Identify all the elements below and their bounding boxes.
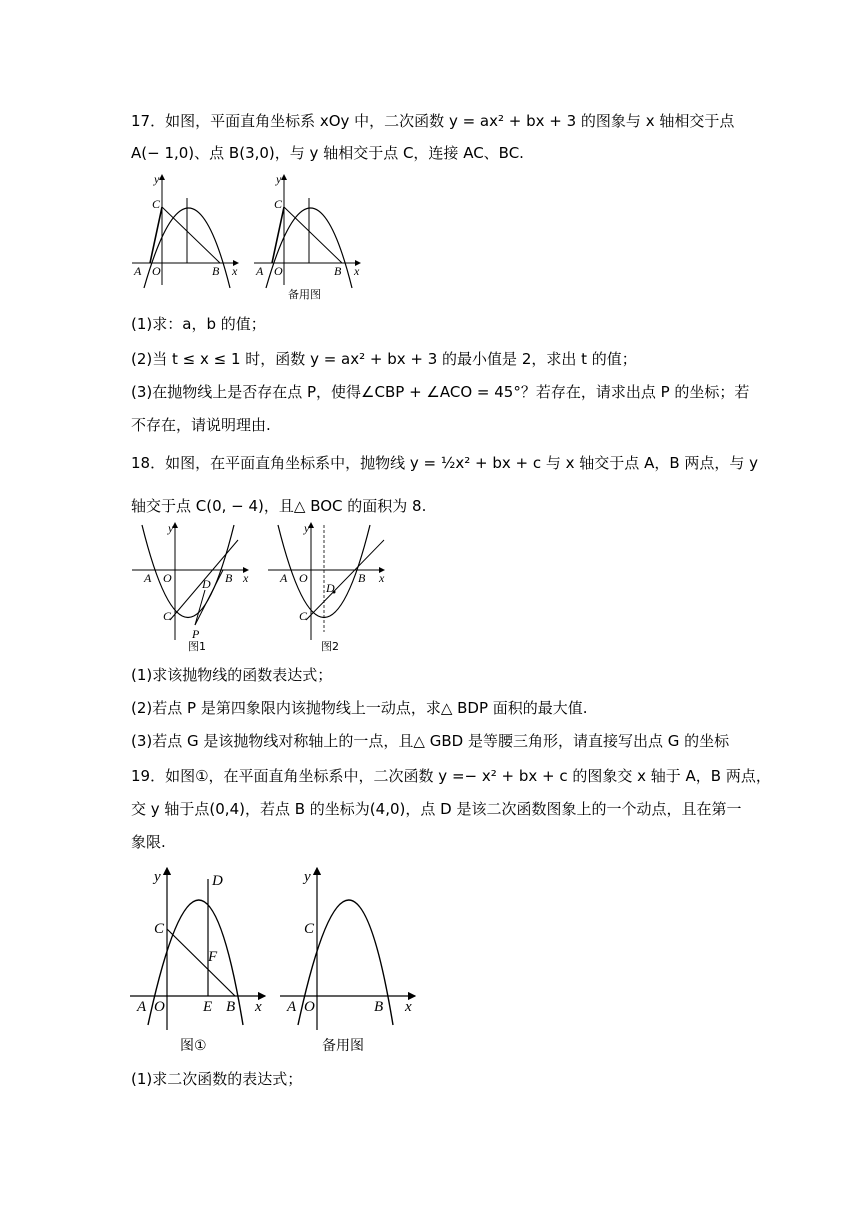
label-o: O — [152, 264, 161, 278]
svg-text:C: C — [299, 609, 308, 623]
q17-figure-1 — [130, 170, 250, 290]
q18-figure-1 — [130, 520, 255, 655]
svg-text:A: A — [280, 571, 288, 585]
caption-fig2: 图2 — [321, 640, 339, 653]
q18-stem-line2: 轴交于点 C(0, − 4)，且△ BOC 的面积为 8. — [131, 497, 427, 515]
label-x: x — [232, 264, 238, 278]
q17-part3-line2: 不存在，请说明理由. — [131, 416, 271, 434]
svg-text:y: y — [304, 521, 310, 535]
parabola — [142, 525, 234, 618]
svg-text:x: x — [354, 264, 360, 278]
svg-text:C: C — [304, 921, 315, 937]
svg-text:B: B — [334, 264, 342, 278]
svg-text:F: F — [208, 949, 218, 965]
q18-stem-line1: 18．如图，在平面直角坐标系中，抛物线 y = ½x² + bx + c 与 x 轴交于点 A，B 两点，与 y — [131, 454, 759, 472]
svg-text:x: x — [255, 999, 262, 1015]
svg-text:C: C — [154, 921, 165, 937]
q17-stem-line1: 17．如图，平面直角坐标系 xOy 中，二次函数 y = ax² + bx + 3 的图象与 x 轴相交于点 — [131, 112, 735, 130]
q17-figure-2 — [252, 170, 372, 305]
svg-text:y: y — [304, 869, 311, 885]
caption-spare-figure: 备用图 — [322, 1038, 364, 1054]
q17-stem-line2: A(− 1,0)、点 B(3,0)，与 y 轴相交于点 C，连接 AC、BC. — [131, 144, 524, 162]
svg-text:y: y — [154, 869, 161, 885]
svg-text:A: A — [287, 999, 297, 1015]
svg-text:D: D — [202, 577, 211, 591]
q17-part1: (1)求：a，b 的值； — [131, 315, 266, 333]
q17-part2: (2)当 t ≤ x ≤ 1 时，函数 y = ax² + bx + 3 的最小值是 2，求出 t 的值； — [131, 350, 637, 368]
svg-text:x: x — [379, 571, 385, 585]
svg-text:C: C — [274, 197, 283, 211]
svg-text:P: P — [192, 627, 200, 641]
label-b: B — [212, 264, 220, 278]
svg-text:y: y — [276, 172, 282, 186]
svg-text:O: O — [304, 999, 315, 1015]
svg-text:A: A — [256, 264, 264, 278]
svg-text:A: A — [137, 999, 147, 1015]
q19-stem-line3: 象限. — [131, 833, 166, 851]
q18-part3: (3)若点 G 是该抛物线对称轴上的一点，且△ GBD 是等腰三角形，请直接写出点 G 的坐标 — [131, 732, 730, 750]
segment-ac — [150, 207, 162, 263]
svg-text:D: D — [326, 581, 335, 595]
q19-figure-2 — [280, 865, 425, 1060]
svg-text:x: x — [405, 999, 412, 1015]
q19-stem-line2: 交 y 轴于点(0,4)，若点 B 的坐标为(4,0)，点 D 是该二次函数图象上的一个动点，且在第一 — [131, 800, 742, 818]
svg-text:y: y — [168, 521, 174, 535]
svg-text:B: B — [225, 571, 233, 585]
label-y: y — [154, 172, 160, 186]
svg-text:O: O — [154, 999, 165, 1015]
svg-text:O: O — [163, 571, 172, 585]
caption-fig1: 图① — [180, 1038, 207, 1054]
q19-stem-line1: 19．如图①，在平面直角坐标系中，二次函数 y =− x² + bx + c 的图象交 x 轴于 A，B 两点， — [131, 767, 771, 785]
svg-text:B: B — [226, 999, 236, 1015]
q18-part1: (1)求该抛物线的函数表达式； — [131, 666, 333, 684]
caption-fig1: 图1 — [188, 640, 206, 653]
q18-figure-2 — [266, 520, 391, 655]
svg-text:D: D — [212, 873, 223, 889]
q19-part1: (1)求二次函数的表达式； — [131, 1070, 303, 1088]
svg-text:B: B — [374, 999, 384, 1015]
svg-text:A: A — [144, 571, 152, 585]
svg-text:x: x — [243, 571, 249, 585]
svg-text:B: B — [358, 571, 366, 585]
label-a: A — [134, 264, 142, 278]
svg-text:O: O — [299, 571, 308, 585]
label-c: C — [152, 197, 161, 211]
q18-part2: (2)若点 P 是第四象限内该抛物线上一动点，求△ BDP 面积的最大值. — [131, 699, 588, 717]
svg-text:C: C — [163, 609, 172, 623]
q19-figure-1 — [130, 865, 275, 1060]
caption-spare-figure: 备用图 — [288, 288, 321, 301]
svg-text:E: E — [203, 999, 213, 1015]
segment-bc — [162, 207, 220, 263]
q17-part3-line1: (3)在抛物线上是否存在点 P，使得∠CBP + ∠ACO = 45°？若存在，请求出点 P 的坐标；若 — [131, 383, 750, 401]
svg-text:O: O — [274, 264, 283, 278]
